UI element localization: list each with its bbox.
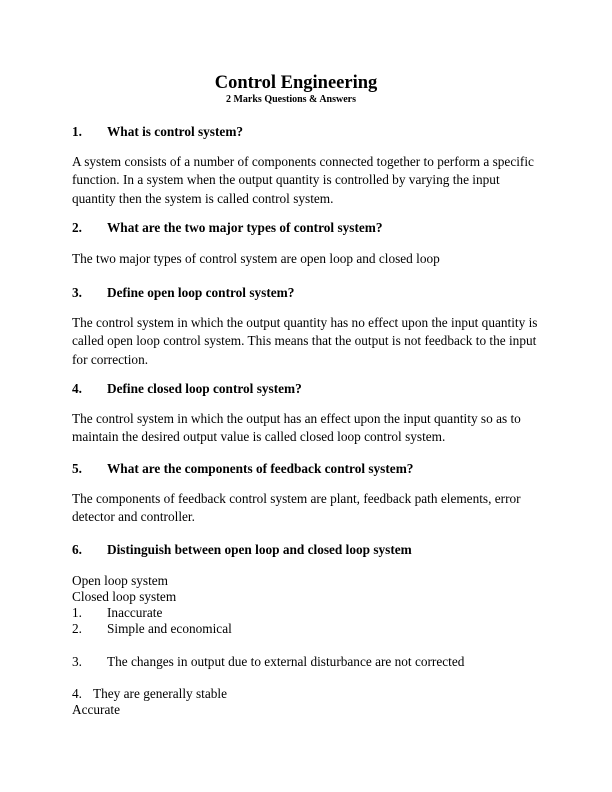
answer-5: The components of feedback control system are plant, feedback path elements, error detector and controller. xyxy=(72,491,521,525)
item-text: They are generally stable xyxy=(93,686,228,701)
question-number: 2. xyxy=(72,220,82,235)
item-text: Inaccurate xyxy=(107,605,163,620)
question-text: What are the components of feedback control system? xyxy=(107,461,414,476)
item-number: 3. xyxy=(72,654,82,669)
item-text: The changes in output due to external disturbance are not corrected xyxy=(107,654,465,669)
comparison-item-2 xyxy=(72,621,232,637)
answer-1: A system consists of a number of components connected together to perform a specific function. In a system when the output quantity is controlled by varying the input quantity then the system is called control system. xyxy=(72,154,534,206)
question-2 xyxy=(72,220,383,236)
question-text: What is control system? xyxy=(107,124,244,139)
closed-loop-item-accurate: Accurate xyxy=(72,702,120,717)
item-number: 1. xyxy=(72,605,82,620)
comparison-item-1 xyxy=(72,605,162,621)
question-number: 3. xyxy=(72,285,82,300)
item-number: 2. xyxy=(72,621,82,636)
answer-3: The control system in which the output quantity has no effect upon the input quantity is called open loop control system. This means that the output is not feedback to the input for correction. xyxy=(72,315,538,367)
question-number: 5. xyxy=(72,461,82,476)
question-number: 1. xyxy=(72,124,82,139)
question-text: Define closed loop control system? xyxy=(107,381,302,396)
item-text: Simple and economical xyxy=(107,621,232,636)
answer-4: The control system in which the output has an effect upon the input quantity so as to maintain the desired output value is called closed loop control system. xyxy=(72,411,521,445)
question-6 xyxy=(72,542,412,558)
closed-loop-heading: Closed loop system xyxy=(72,589,177,604)
question-3 xyxy=(72,285,294,301)
item-number: 4. xyxy=(72,686,82,701)
document-subtitle: 2 Marks Questions & Answers xyxy=(225,94,356,105)
question-number: 6. xyxy=(72,542,82,557)
question-text: Distinguish between open loop and closed loop system xyxy=(107,542,412,557)
comparison-item-3 xyxy=(72,654,464,670)
comparison-item-4 xyxy=(72,686,227,702)
open-loop-heading: Open loop system xyxy=(72,573,169,588)
question-number: 4. xyxy=(72,381,82,396)
question-text: Define open loop control system? xyxy=(107,285,295,300)
question-text: What are the two major types of control system? xyxy=(107,220,383,235)
question-1 xyxy=(72,124,243,140)
answer-2: The two major types of control system are open loop and closed loop xyxy=(72,251,440,266)
document-title: Control Engineering xyxy=(214,73,378,93)
question-4 xyxy=(72,381,302,397)
question-5 xyxy=(72,461,413,477)
